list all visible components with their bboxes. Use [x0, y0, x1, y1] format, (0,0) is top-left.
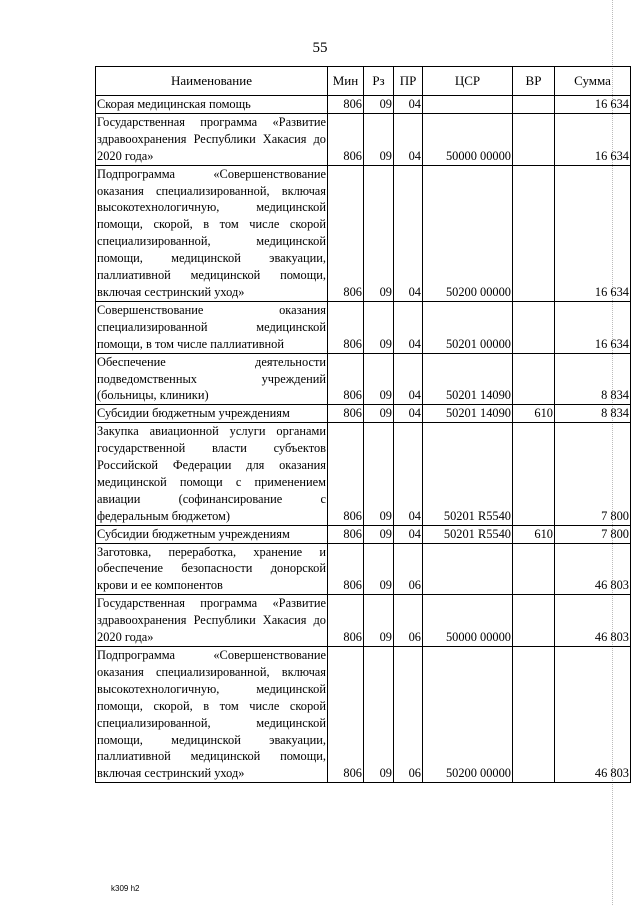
cell-csr: 50201 14090	[423, 353, 513, 405]
cell-sum: 7 800	[555, 423, 631, 525]
cell-name: Подпрограмма «Совершенствование оказания специализированной, включая высокотехнологичную, медицинской помощи, скорой, в том числе скорой специализированной, медицинской помощи, медицинской эвакуации, паллиативной медицинской помощи, включая сестринский уход»	[96, 647, 328, 783]
cell-rz: 09	[364, 301, 394, 353]
cell-csr: 50201 R5540	[423, 423, 513, 525]
cell-pr: 06	[394, 647, 423, 783]
cell-name: Скорая медицинская помощь	[96, 96, 328, 114]
cell-sum: 7 800	[555, 525, 631, 543]
cell-vr	[513, 647, 555, 783]
cell-name: Совершенствование оказания специализированной медицинской помощи, в том числе паллиативной	[96, 301, 328, 353]
cell-pr: 06	[394, 595, 423, 647]
table-row	[96, 301, 631, 353]
cell-sum: 16 634	[555, 165, 631, 301]
header-pr: ПР	[394, 67, 423, 96]
table-row	[96, 405, 631, 423]
cell-vr: 610	[513, 525, 555, 543]
cell-min: 806	[328, 647, 364, 783]
cell-rz: 09	[364, 647, 394, 783]
cell-name: Обеспечение деятельности подведомственных учреждений (больницы, клиники)	[96, 353, 328, 405]
header-csr: ЦСР	[423, 67, 513, 96]
table-header-row	[96, 67, 631, 96]
cell-csr: 50200 00000	[423, 165, 513, 301]
cell-pr: 04	[394, 423, 423, 525]
cell-sum: 46 803	[555, 647, 631, 783]
cell-rz: 09	[364, 405, 394, 423]
table-row	[96, 543, 631, 595]
cell-rz: 09	[364, 353, 394, 405]
cell-sum: 46 803	[555, 595, 631, 647]
cell-min: 806	[328, 113, 364, 165]
cell-sum: 16 634	[555, 96, 631, 114]
header-rz: Рз	[364, 67, 394, 96]
cell-name: Подпрограмма «Совершенствование оказания специализированной, включая высокотехнологичную, медицинской помощи, скорой, в том числе скорой специализированной, медицинской помощи, медицинской эвакуации, паллиативной медицинской помощи, включая сестринский уход»	[96, 165, 328, 301]
cell-vr	[513, 301, 555, 353]
cell-pr: 06	[394, 543, 423, 595]
cell-name: Субсидии бюджетным учреждениям	[96, 405, 328, 423]
cell-csr	[423, 96, 513, 114]
cell-csr: 50201 14090	[423, 405, 513, 423]
cell-rz: 09	[364, 595, 394, 647]
cell-min: 806	[328, 405, 364, 423]
cell-vr	[513, 423, 555, 525]
cell-pr: 04	[394, 405, 423, 423]
cell-csr: 50000 00000	[423, 113, 513, 165]
table-row	[96, 525, 631, 543]
cell-min: 806	[328, 353, 364, 405]
cell-csr	[423, 543, 513, 595]
cell-min: 806	[328, 423, 364, 525]
cell-vr	[513, 165, 555, 301]
header-sum: Сумма	[555, 67, 631, 96]
cell-min: 806	[328, 595, 364, 647]
cell-sum: 16 634	[555, 301, 631, 353]
table-row	[96, 113, 631, 165]
cell-name: Государственная программа «Развитие здравоохранения Республики Хакасия до 2020 года»	[96, 113, 328, 165]
cell-vr	[513, 595, 555, 647]
cell-sum: 8 834	[555, 353, 631, 405]
table-row	[96, 96, 631, 114]
cell-pr: 04	[394, 113, 423, 165]
cell-name: Закупка авиационной услуги органами государственной власти субъектов Российской Федерации для оказания медицинской помощи с применением авиации (софинансирование с федеральным бюджетом)	[96, 423, 328, 525]
cell-rz: 09	[364, 165, 394, 301]
table-row	[96, 165, 631, 301]
cell-sum: 16 634	[555, 113, 631, 165]
table-row	[96, 595, 631, 647]
header-min: Мин	[328, 67, 364, 96]
cell-min: 806	[328, 525, 364, 543]
cell-pr: 04	[394, 525, 423, 543]
cell-csr: 50201 00000	[423, 301, 513, 353]
cell-rz: 09	[364, 525, 394, 543]
table-row	[96, 353, 631, 405]
cell-min: 806	[328, 543, 364, 595]
cell-min: 806	[328, 165, 364, 301]
cell-vr	[513, 353, 555, 405]
cell-rz: 09	[364, 423, 394, 525]
table-row	[96, 423, 631, 525]
cell-vr	[513, 543, 555, 595]
cell-rz: 09	[364, 543, 394, 595]
cell-min: 806	[328, 301, 364, 353]
cell-csr: 50201 R5540	[423, 525, 513, 543]
cell-pr: 04	[394, 301, 423, 353]
cell-sum: 8 834	[555, 405, 631, 423]
page-number: 55	[312, 40, 328, 56]
header-name: Наименование	[96, 67, 328, 96]
header-vr: ВР	[513, 67, 555, 96]
cell-csr: 50200 00000	[423, 647, 513, 783]
table-row	[96, 647, 631, 783]
cell-vr	[513, 96, 555, 114]
cell-vr	[513, 113, 555, 165]
cell-vr: 610	[513, 405, 555, 423]
cell-csr: 50000 00000	[423, 595, 513, 647]
cell-pr: 04	[394, 96, 423, 114]
cell-pr: 04	[394, 165, 423, 301]
cell-rz: 09	[364, 113, 394, 165]
footer-code: k309 h2	[111, 884, 140, 893]
cell-sum: 46 803	[555, 543, 631, 595]
cell-min: 806	[328, 96, 364, 114]
cell-name: Заготовка, переработка, хранение и обеспечение безопасности донорской крови и ее компонентов	[96, 543, 328, 595]
cell-rz: 09	[364, 96, 394, 114]
budget-table	[95, 66, 631, 783]
cell-name: Субсидии бюджетным учреждениям	[96, 525, 328, 543]
cell-pr: 04	[394, 353, 423, 405]
cell-name: Государственная программа «Развитие здравоохранения Республики Хакасия до 2020 года»	[96, 595, 328, 647]
